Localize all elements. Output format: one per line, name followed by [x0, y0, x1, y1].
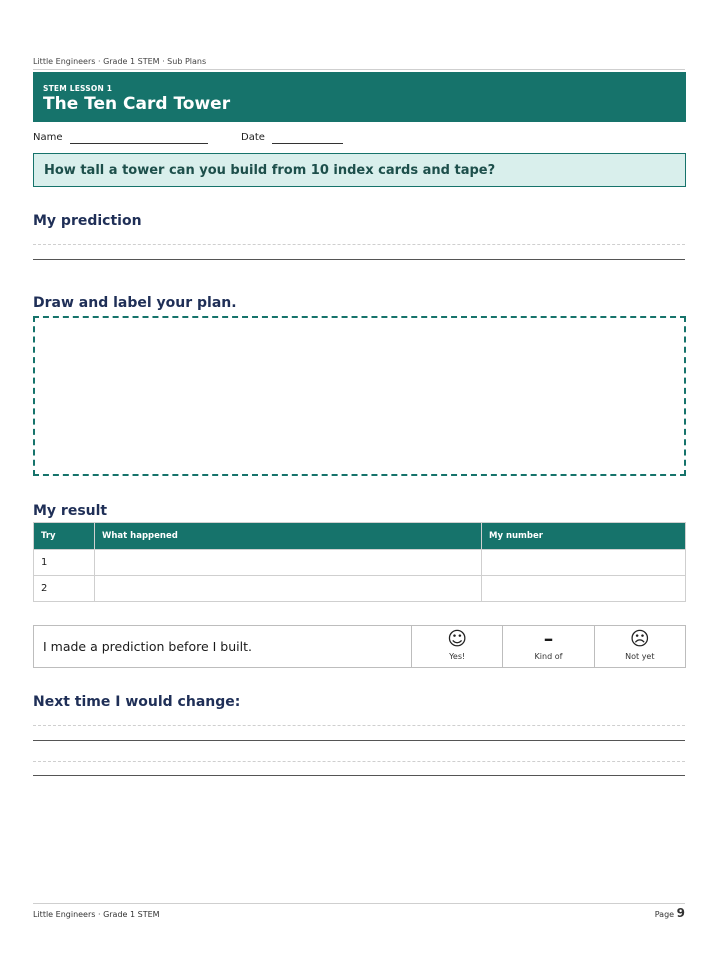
result-heading: My result [33, 503, 108, 519]
col-header-what-happened: What happened [95, 523, 482, 550]
rating-label-yes: Yes! [449, 652, 466, 661]
prediction-guide-line [33, 244, 685, 245]
rating-label-not-yet: Not yet [625, 652, 655, 661]
col-header-try: Try [34, 523, 95, 550]
page-number-value: 9 [676, 906, 685, 920]
prediction-heading: My prediction [33, 213, 142, 229]
rating-option-not-yet[interactable] [595, 626, 685, 667]
rating-option-kind-of[interactable] [503, 626, 594, 667]
rating-label-kind-of: Kind of [534, 652, 563, 661]
next-time-heading: Next time I would change: [33, 694, 241, 710]
name-label: Name [33, 132, 63, 143]
page-number [655, 906, 685, 920]
next-time-guide-line [33, 761, 685, 762]
smile-face-icon: ☺ [447, 628, 468, 650]
col-header-my-number: My number [482, 523, 686, 550]
date-field[interactable] [272, 143, 343, 144]
running-head: Little Engineers · Grade 1 STEM · Sub Plans [33, 57, 207, 66]
next-time-write-line[interactable] [33, 740, 685, 741]
rating-option-yes[interactable] [412, 626, 503, 667]
lesson-title: The Ten Card Tower [43, 94, 231, 114]
page-label: Page [654, 910, 675, 919]
lesson-kicker: STEM LESSON 1 [43, 84, 113, 93]
plan-drawing-box[interactable] [33, 316, 686, 476]
prediction-write-line[interactable] [33, 259, 685, 260]
try-cell: 1 [34, 550, 95, 576]
name-field[interactable] [70, 143, 208, 144]
next-time-write-line[interactable] [33, 775, 685, 776]
footer-rule [33, 903, 685, 904]
what-happened-cell[interactable] [95, 576, 482, 602]
next-time-guide-line [33, 725, 685, 726]
lesson-banner [33, 72, 686, 122]
self-check-row [33, 625, 686, 668]
neutral-dash-icon: – [543, 628, 554, 650]
driving-question: How tall a tower can you build from 10 index cards and tape? [33, 153, 686, 187]
frown-face-icon: ☹ [629, 628, 650, 650]
header-rule [33, 69, 685, 70]
self-check-statement: I made a prediction before I built. [34, 626, 412, 667]
plan-heading: Draw and label your plan. [33, 295, 237, 311]
result-table [33, 522, 686, 602]
my-number-cell[interactable] [482, 576, 686, 602]
try-cell: 2 [34, 576, 95, 602]
footer-text: Little Engineers · Grade 1 STEM [33, 910, 160, 919]
what-happened-cell[interactable] [95, 550, 482, 576]
table-row [34, 576, 686, 602]
table-row [34, 550, 686, 576]
date-label: Date [241, 132, 265, 143]
my-number-cell[interactable] [482, 550, 686, 576]
